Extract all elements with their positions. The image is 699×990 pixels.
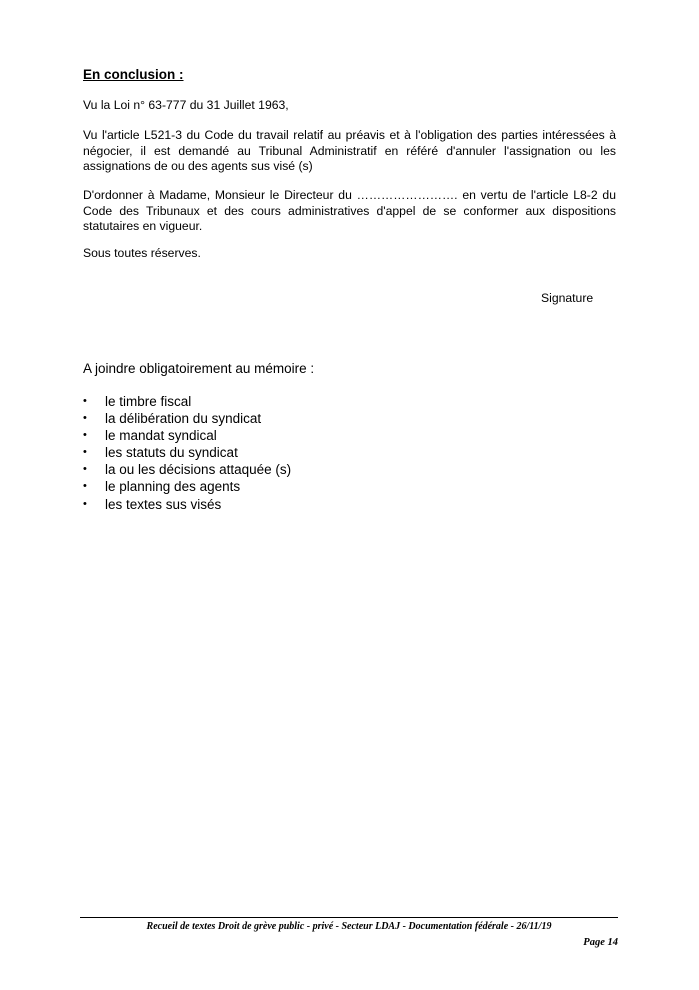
bullet-icon: • [83, 463, 87, 476]
bullet-icon: • [83, 412, 87, 425]
list-item [83, 427, 291, 444]
list-item-label: le timbre fiscal [105, 394, 192, 409]
attachments-title: A joindre obligatoirement au mémoire : [83, 361, 315, 376]
paragraph-reservations: Sous toutes réserves. [83, 246, 201, 260]
bullet-icon: • [83, 446, 87, 459]
footer-divider [80, 917, 618, 918]
paragraph-article-request: Vu l'article L521-3 du Code du travail relatif au préavis et à l'obligation des parties intéressées à négocier, il est demandé au Tribunal Administratif en référé d'annuler l'assignation ou les assignations de ou des agents sus visé (s) [83, 128, 616, 174]
list-item [83, 393, 291, 410]
list-item [83, 461, 291, 478]
bullet-icon: • [83, 395, 87, 407]
bullet-icon: • [83, 480, 87, 493]
list-item [83, 478, 291, 495]
list-item [83, 410, 291, 427]
list-item [83, 496, 291, 513]
page-number: Page 14 [583, 937, 618, 948]
signature-label: Signature [541, 291, 594, 305]
list-item-label: la délibération du syndicat [105, 411, 262, 427]
attachments-list [83, 393, 291, 513]
list-item-label: le mandat syndical [105, 428, 217, 444]
list-item-label: le planning des agents [105, 479, 241, 495]
list-item-label: la ou les décisions attaquée (s) [105, 462, 292, 478]
bullet-icon: • [83, 429, 87, 442]
footer-text: Recueil de textes Droit de grève public - privé - Secteur LDAJ - Documentation fédérale - 26/11/19 [146, 921, 552, 932]
paragraph-law-reference: Vu la Loi n° 63-777 du 31 Juillet 1963, [83, 98, 289, 112]
list-item [83, 444, 291, 461]
section-heading: En conclusion : [83, 67, 184, 82]
bullet-icon: • [83, 497, 87, 510]
list-item-label: les statuts du syndicat [105, 445, 238, 461]
paragraph-order-director: D'ordonner à Madame, Monsieur le Directeur du ……………………. en vertu de l'article L8-2 du Code des Tribunaux et des cours administratives d'appel de se conformer aux dispositions statutaires en vigueur. [83, 188, 616, 234]
list-item-label: les textes sus visés [105, 496, 222, 512]
